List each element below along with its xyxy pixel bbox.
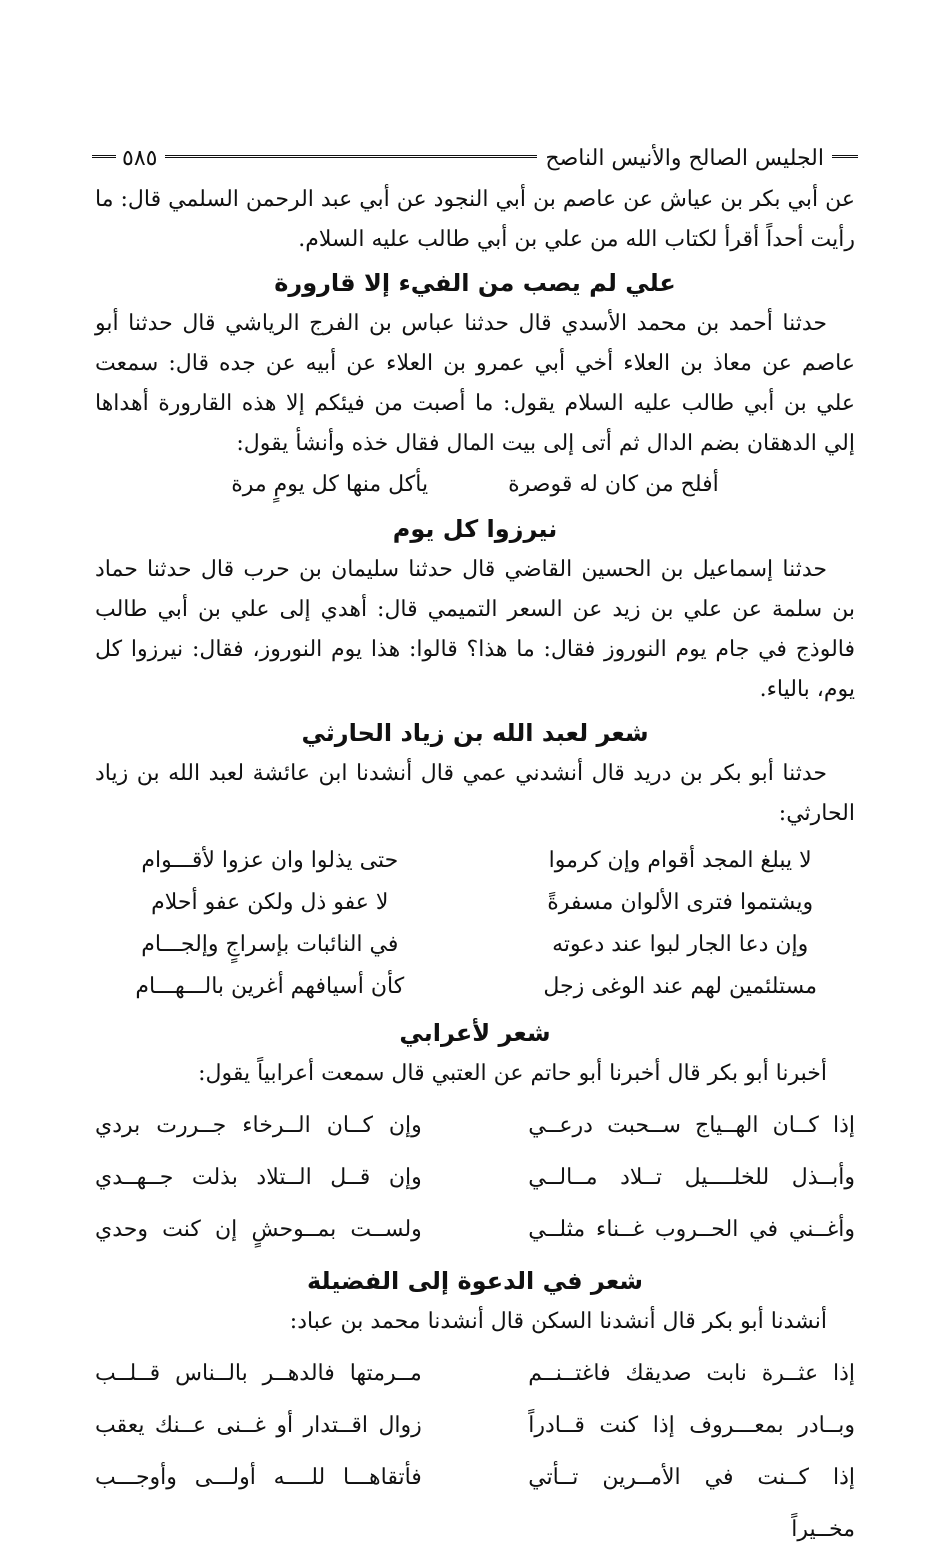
section-text-4: أخبرنا أبو بكر قال أخبرنا أبو حاتم عن العتبي قال سمعت أعرابياً يقول: bbox=[198, 1061, 827, 1086]
verse-first-hemistich: إذا كــان الهــياج ســحبت درعــي bbox=[528, 1113, 855, 1138]
verse-second-hemistich: زوال اقــتدار أو غــنى عــنك يعقب bbox=[95, 1413, 422, 1438]
poem-harithi bbox=[95, 840, 855, 1008]
header-title: الجليس الصالح والأنيس الناصح bbox=[545, 145, 824, 171]
verse-second-hemistich: فأتقاهـــا للــــه أولـــى وأوجـــب bbox=[95, 1465, 422, 1490]
verse-first-hemistich: لا يبلغ المجد أقوام وإن كرموا bbox=[548, 848, 812, 873]
verse-line bbox=[95, 924, 855, 966]
verse-line bbox=[95, 840, 855, 882]
verse-first-hemistich: إذا عثــرة نابت صديقك فاغتــنــم bbox=[528, 1361, 855, 1386]
header-rule-end bbox=[92, 155, 116, 161]
section-text-3: حدثنا أبو بكر بن دريد قال أنشدني عمي قال أنشدنا ابن عائشة لعبد الله بن زياد الحارثي: bbox=[95, 761, 855, 826]
verse-line bbox=[95, 1100, 855, 1152]
verse-first-hemistich: مستلئمين لهم عند الوغى زجل bbox=[543, 974, 818, 999]
verse-first-hemistich: أفلح من كان له قوصرة bbox=[508, 472, 719, 497]
verse-first-hemistich: ويشتموا فترى الألوان مسفرةً bbox=[547, 890, 814, 915]
section-heading-4: شعر لأعرابي bbox=[399, 1019, 551, 1047]
section-text-1: حدثنا أحمد بن محمد الأسدي قال حدثنا عباس بن الفرج الرياشي قال حدثنا أبو عاصم عن معاذ بن العلاء أخي أبي عمرو بن العلاء عن أبيه عن جده قال: سمعت علي بن أبي طالب عليه السلام يقول: ما أصبت من فيئكم إلا هذه القارورة أهداها إلي الدهقان بضم الدال ثم أتى إلى بيت المال فقال خذه وأنشأ يقول: bbox=[95, 311, 855, 456]
verse-second-hemistich: لا عفو ذل ولكن عفو أحلام bbox=[151, 890, 389, 915]
poem-virtue bbox=[95, 1348, 855, 1556]
page-number: ٥٨٥ bbox=[122, 145, 158, 171]
verse-line bbox=[95, 1348, 855, 1400]
running-header bbox=[92, 140, 858, 176]
section-text-5: أنشدنا أبو بكر قال أنشدنا السكن قال أنشدنا محمد بن عباد: bbox=[289, 1309, 827, 1334]
verse-first-hemistich: وبــادر بمعـــروف إذا كنت قــادراً bbox=[528, 1413, 855, 1438]
verse-first-hemistich: إذا كــنت في الأمــرين تــأتي مخــيراً bbox=[528, 1465, 855, 1542]
verse-line bbox=[95, 1452, 855, 1556]
verse-second-hemistich: يأكل منها كل يومٍ مرة bbox=[231, 472, 429, 497]
verse-line bbox=[95, 882, 855, 924]
verse-first-hemistich: وأبــذل للخلــــيل تــلاد مــالــي bbox=[528, 1165, 855, 1190]
poem-arabi bbox=[95, 1100, 855, 1256]
header-rule bbox=[165, 155, 537, 161]
section-text-2: حدثنا إسماعيل بن الحسين القاضي قال حدثنا سليمان بن حرب قال حدثنا حماد بن سلمة عن علي بن زيد عن السعر التميمي قال: أهدي إلى علي بن أبي طالب فالوذج في جام يوم النوروز فقال: ما هذا؟ قالوا: هذا يوم النوروز، فقال: نيرزوا كل يوم، بالياء. bbox=[95, 557, 855, 702]
verse-line bbox=[95, 1152, 855, 1204]
page-body bbox=[95, 180, 855, 1560]
header-dash bbox=[832, 155, 858, 161]
section-heading-1: علي لم يصب من الفيء إلا قارورة bbox=[274, 269, 676, 297]
verse-second-hemistich: مــرمتها فالدهــر بالــناس قــلــب bbox=[95, 1361, 422, 1386]
verse-line bbox=[95, 1204, 855, 1256]
verse-second-hemistich: حتى يذلوا وان عزوا لأقـــوام bbox=[141, 848, 399, 873]
verse-line bbox=[95, 1400, 855, 1452]
verse-second-hemistich: كأن أسيافهم أغرين بالـــهـــام bbox=[135, 974, 405, 999]
verse-second-hemistich: في النائبات بإسراجٍ وإلجـــام bbox=[141, 932, 399, 957]
verse-second-hemistich: وإن كــان الــرخاء جــررت بردي bbox=[95, 1113, 422, 1138]
section-heading-5: شعر في الدعوة إلى الفضيلة bbox=[306, 1267, 644, 1295]
verse-line bbox=[95, 464, 855, 506]
verse-first-hemistich: وإن دعا الجار لبوا عند دعوته bbox=[552, 932, 809, 957]
verse-second-hemistich: ولســت بمــوحشٍ إن كنت وحدي bbox=[95, 1217, 422, 1242]
section-heading-3: شعر لعبد الله بن زياد الحارثي bbox=[301, 719, 649, 747]
intro-paragraph: عن أبي بكر بن عياش عن عاصم بن أبي النجود عن أبي عبد الرحمن السلمي قال: ما رأيت أحداً أقرأ لكتاب الله من علي بن أبي طالب عليه السلام. bbox=[95, 187, 855, 252]
section-heading-2: نيرزوا كل يوم bbox=[392, 515, 558, 543]
verse-first-hemistich: وأغــني في الحــروب غــناء مثلــي bbox=[528, 1217, 855, 1242]
verse-line bbox=[95, 966, 855, 1008]
verse-second-hemistich: وإن قــل الــتلاد بذلت جــهــدي bbox=[95, 1165, 422, 1190]
